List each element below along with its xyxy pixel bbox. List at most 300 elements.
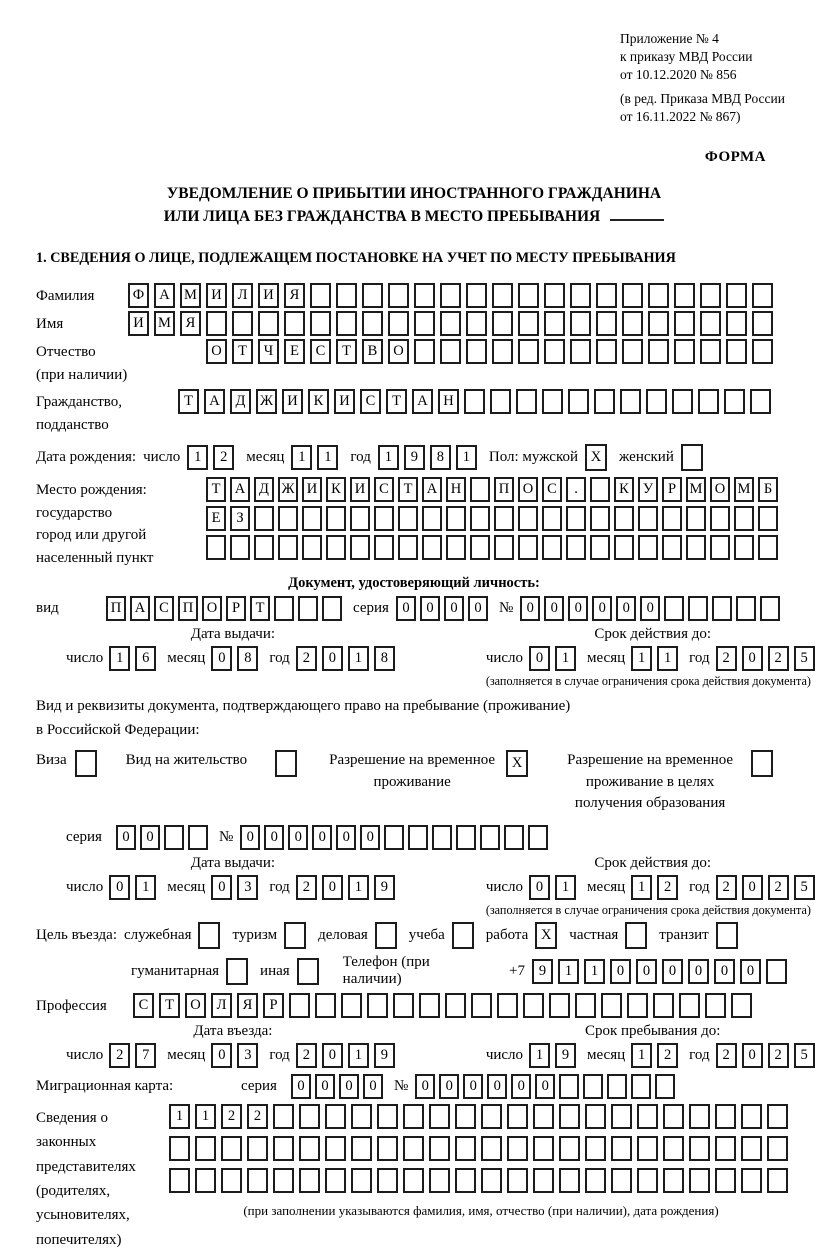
form-cell — [432, 825, 452, 850]
day-label: число — [66, 1047, 104, 1064]
form-cell — [516, 389, 537, 414]
purpose-other-checkbox — [297, 958, 324, 985]
form-cell — [490, 389, 511, 414]
form-cell — [688, 596, 708, 621]
form-cell: 0 — [662, 959, 683, 984]
form-cell: 0 — [420, 596, 440, 621]
form-cell — [429, 1136, 450, 1161]
form-cell — [299, 1136, 320, 1161]
representatives-cells-1 — [169, 1104, 793, 1129]
form-cell — [752, 339, 773, 364]
entry-date-heading: Дата въезда: — [193, 1023, 273, 1040]
valid-until-note: (заполняется в случае ограничения срока действия документа) — [485, 903, 811, 918]
form-cell: А — [422, 477, 442, 502]
form-cell — [734, 506, 754, 531]
form-cell — [716, 922, 738, 949]
sex-female-label: женский — [619, 449, 674, 466]
form-cell — [559, 1168, 580, 1193]
valid-until-note: (заполняется в случае ограничения срока действия документа) — [485, 674, 811, 689]
form-cell — [700, 283, 721, 308]
patronymic-label: Отчество (при наличии) — [36, 344, 128, 383]
form-cell — [533, 1136, 554, 1161]
form-cell — [533, 1168, 554, 1193]
form-cell: Ч — [258, 339, 279, 364]
form-cell — [274, 596, 294, 621]
form-cell — [715, 1104, 736, 1129]
appendix-line: к приказу МВД России — [620, 48, 753, 64]
form-cell — [544, 311, 565, 336]
form-cell — [566, 506, 586, 531]
day-label: число — [66, 650, 104, 667]
day-label: число — [485, 879, 524, 896]
stay-until-heading: Срок пребывания до: — [584, 1023, 721, 1040]
valid-until-heading: Срок действия до: — [594, 626, 712, 643]
day-label: число — [485, 650, 524, 667]
purpose-humanitarian-checkbox — [226, 958, 253, 985]
form-cell: 0 — [468, 596, 488, 621]
form-cell: 2 — [716, 646, 737, 671]
visa-label: Виза — [36, 751, 67, 768]
form-cell — [494, 506, 514, 531]
residence-permit-checkbox — [275, 750, 302, 777]
month-label: месяц — [587, 650, 626, 667]
appendix-block — [620, 30, 792, 168]
form-cell: 0 — [322, 875, 343, 900]
stay-until-block — [486, 1023, 820, 1068]
form-cell — [275, 750, 297, 777]
form-cell: И — [258, 283, 279, 308]
form-cell: 3 — [237, 875, 258, 900]
form-cell — [75, 750, 97, 777]
form-cell: X — [535, 922, 557, 949]
purpose-study-checkbox — [452, 922, 479, 949]
form-cell: А — [154, 283, 175, 308]
birth-place-cells-1 — [206, 477, 782, 502]
form-cell — [398, 535, 418, 560]
form-cell — [456, 825, 476, 850]
page-title — [36, 182, 792, 229]
form-cell: 3 — [237, 1043, 258, 1068]
form-cell — [452, 922, 474, 949]
residence-issue-year-cells — [296, 875, 400, 900]
form-cell — [350, 535, 370, 560]
form-cell: 1 — [169, 1104, 190, 1129]
patronymic-cells — [206, 339, 778, 364]
form-cell: О — [202, 596, 222, 621]
identity-issue-year-cells — [296, 646, 400, 671]
form-cell — [422, 506, 442, 531]
form-cell: 5 — [794, 646, 815, 671]
form-cell — [611, 1136, 632, 1161]
birth-place-cells-3 — [206, 535, 782, 560]
form-cell — [760, 596, 780, 621]
form-cell: 0 — [116, 825, 136, 850]
form-cell: О — [206, 339, 227, 364]
form-cell — [464, 389, 485, 414]
representatives-cells-3 — [169, 1168, 793, 1193]
form-cell — [299, 1168, 320, 1193]
form-cell — [440, 311, 461, 336]
form-cell — [367, 993, 388, 1018]
form-cell: 1 — [657, 646, 678, 671]
form-cell — [278, 535, 298, 560]
form-cell — [625, 922, 647, 949]
form-cell: П — [106, 596, 126, 621]
form-cell — [221, 1136, 242, 1161]
form-cell: Д — [254, 477, 274, 502]
form-cell — [299, 1104, 320, 1129]
form-cell: 1 — [584, 959, 605, 984]
form-cell: 0 — [211, 1043, 232, 1068]
form-cell — [419, 993, 440, 1018]
form-cell — [726, 311, 747, 336]
form-cell — [341, 993, 362, 1018]
form-cell: 1 — [348, 646, 369, 671]
form-cell: 0 — [592, 596, 612, 621]
form-cell: О — [388, 339, 409, 364]
form-cell — [533, 1104, 554, 1129]
form-cell — [568, 389, 589, 414]
form-cell — [689, 1136, 710, 1161]
form-cell: 0 — [636, 959, 657, 984]
residence-doc-intro: Вид и реквизиты документа, подтверждающего право на пребывание (проживание) в Российской Федерации: — [36, 698, 571, 738]
form-cell: 0 — [211, 646, 232, 671]
form-cell — [542, 535, 562, 560]
form-cell — [414, 311, 435, 336]
form-cell: X — [585, 444, 607, 471]
form-cell: 1 — [529, 1043, 550, 1068]
migration-card-row — [36, 1074, 792, 1099]
sex-female-checkbox — [681, 444, 708, 471]
form-cell — [518, 311, 539, 336]
edition-line: от 16.11.2022 № 867) — [620, 109, 741, 125]
form-cell: 0 — [529, 646, 550, 671]
temp-residence-checkbox — [506, 750, 533, 777]
form-cell: 6 — [135, 646, 156, 671]
title-line-2: ИЛИ ЛИЦА БЕЗ ГРАЖДАНСТВА В МЕСТО ПРЕБЫВАНИЯ — [36, 205, 792, 228]
form-cell: 1 — [558, 959, 579, 984]
form-cell: 0 — [322, 1043, 343, 1068]
form-cell — [403, 1136, 424, 1161]
title-line-1: УВЕДОМЛЕНИЕ О ПРИБЫТИИ ИНОСТРАННОГО ГРАЖДАНИНА — [166, 184, 662, 202]
form-cell — [585, 1168, 606, 1193]
form-cell — [679, 993, 700, 1018]
form-cell — [374, 506, 394, 531]
form-cell — [622, 339, 643, 364]
form-cell: 8 — [374, 646, 395, 671]
form-cell: 2 — [109, 1043, 130, 1068]
form-cell — [766, 959, 787, 984]
form-cell — [620, 389, 641, 414]
purpose-private-checkbox — [625, 922, 652, 949]
birth-year-cells — [378, 445, 482, 470]
year-label: год — [689, 879, 710, 896]
form-cell: 0 — [742, 646, 763, 671]
form-cell: Т — [159, 993, 180, 1018]
patronymic-row — [36, 339, 792, 386]
form-cell: Н — [438, 389, 459, 414]
form-cell — [298, 596, 318, 621]
residence-doc-dates — [36, 855, 811, 918]
form-cell — [480, 825, 500, 850]
form-cell — [674, 311, 695, 336]
form-cell — [466, 311, 487, 336]
form-cell: 0 — [616, 596, 636, 621]
form-cell — [455, 1104, 476, 1129]
stay-year-cells — [716, 1043, 820, 1068]
day-label: число — [143, 449, 181, 466]
form-cell — [590, 477, 610, 502]
form-cell — [351, 1104, 372, 1129]
representatives-note: (при заполнении указываются фамилия, имя, отчество (при наличии), дата рождения) — [243, 1203, 719, 1219]
form-cell — [481, 1136, 502, 1161]
form-cell — [570, 311, 591, 336]
form-cell — [455, 1168, 476, 1193]
form-cell: С — [374, 477, 394, 502]
form-cell: Р — [226, 596, 246, 621]
identity-issue-day-cells — [109, 646, 161, 671]
form-cell — [302, 506, 322, 531]
identity-valid-day-cells — [529, 646, 581, 671]
migration-card-series-cells — [291, 1074, 387, 1099]
entry-purpose-row-2 — [131, 954, 792, 988]
form-cell — [195, 1168, 216, 1193]
form-cell: 1 — [135, 875, 156, 900]
form-cell — [731, 993, 752, 1018]
form-cell: 0 — [360, 825, 380, 850]
form-cell: О — [710, 477, 730, 502]
form-cell — [164, 825, 184, 850]
residence-valid-month-cells — [631, 875, 683, 900]
form-cell — [273, 1104, 294, 1129]
number-label: № — [498, 600, 514, 617]
issue-date-heading: Дата выдачи: — [190, 855, 276, 872]
representatives-row — [36, 1104, 792, 1252]
form-cell: 9 — [374, 1043, 395, 1068]
form-cell: Н — [446, 477, 466, 502]
form-cell — [374, 535, 394, 560]
form-cell: 9 — [374, 875, 395, 900]
form-cell — [638, 535, 658, 560]
year-label: год — [689, 650, 710, 667]
form-cell: 1 — [631, 875, 652, 900]
form-cell — [590, 535, 610, 560]
year-label: год — [269, 1047, 290, 1064]
form-cell — [481, 1104, 502, 1129]
form-cell: 2 — [221, 1104, 242, 1129]
form-cell: Т — [178, 389, 199, 414]
form-cell — [627, 993, 648, 1018]
form-cell: М — [686, 477, 706, 502]
form-cell: И — [282, 389, 303, 414]
entry-date-block — [66, 1023, 400, 1068]
form-cell: З — [230, 506, 250, 531]
form-cell: 0 — [109, 875, 130, 900]
form-cell — [631, 1074, 651, 1099]
form-cell — [226, 958, 248, 985]
form-cell: 2 — [296, 875, 317, 900]
form-cell: 0 — [740, 959, 761, 984]
birth-place-cells-2 — [206, 506, 782, 531]
surname-row — [36, 283, 792, 308]
entry-purpose-row — [36, 922, 792, 949]
profession-row — [36, 993, 792, 1018]
form-cell: Е — [206, 506, 226, 531]
form-cell — [336, 311, 357, 336]
entry-dates — [36, 1023, 808, 1068]
form-cell — [544, 283, 565, 308]
form-cell — [494, 535, 514, 560]
phone-prefix: +7 — [509, 962, 525, 979]
purpose-humanitarian-label: гуманитарная — [131, 962, 220, 979]
form-cell — [715, 1168, 736, 1193]
month-label: месяц — [167, 650, 206, 667]
form-cell — [232, 311, 253, 336]
form-cell — [284, 311, 305, 336]
birth-day-cells — [187, 445, 239, 470]
series-label: серия — [66, 829, 102, 846]
form-cell — [566, 535, 586, 560]
purpose-work-label: работа — [485, 927, 529, 944]
form-cell — [570, 283, 591, 308]
form-cell: 0 — [714, 959, 735, 984]
form-cell: 9 — [404, 445, 425, 470]
number-label: № — [218, 829, 234, 846]
form-cell — [297, 958, 319, 985]
citizenship-cells — [178, 389, 776, 414]
form-cell: 1 — [348, 875, 369, 900]
month-label: месяц — [167, 1047, 206, 1064]
form-cell — [549, 993, 570, 1018]
form-cell — [575, 993, 596, 1018]
representatives-cells-2 — [169, 1136, 793, 1161]
purpose-tourism-checkbox — [284, 922, 311, 949]
year-label: год — [350, 449, 371, 466]
form-cell — [230, 535, 250, 560]
form-cell — [648, 339, 669, 364]
form-cell: Я — [180, 311, 201, 336]
form-cell — [705, 993, 726, 1018]
form-cell — [507, 1104, 528, 1129]
form-cell: В — [362, 339, 383, 364]
form-cell: И — [302, 477, 322, 502]
birth-place-grids — [206, 477, 782, 564]
form-cell — [254, 535, 274, 560]
form-cell — [614, 535, 634, 560]
form-cell: 1 — [456, 445, 477, 470]
form-cell — [440, 339, 461, 364]
form-cell — [741, 1168, 762, 1193]
entry-purpose-label: Цель въезда: — [36, 927, 117, 944]
purpose-private-label: частная — [569, 927, 619, 944]
phone-cells — [532, 959, 792, 984]
identity-issue-block — [66, 626, 400, 689]
form-cell: Т — [336, 339, 357, 364]
form-cell: Р — [662, 477, 682, 502]
form-cell: Л — [211, 993, 232, 1018]
form-cell: П — [494, 477, 514, 502]
form-cell — [315, 993, 336, 1018]
form-cell — [518, 506, 538, 531]
migration-card-number-cells — [415, 1074, 679, 1099]
form-cell: 1 — [109, 646, 130, 671]
form-cell — [278, 506, 298, 531]
form-cell — [542, 506, 562, 531]
form-cell: С — [360, 389, 381, 414]
form-cell: Т — [206, 477, 226, 502]
form-cell — [351, 1136, 372, 1161]
form-cell — [445, 993, 466, 1018]
appendix-line: от 10.12.2020 № 856 — [620, 66, 737, 82]
form-cell — [284, 922, 306, 949]
residence-valid-year-cells — [716, 875, 820, 900]
form-cell: Ж — [278, 477, 298, 502]
form-cell — [601, 993, 622, 1018]
form-cell: 8 — [237, 646, 258, 671]
form-cell — [446, 506, 466, 531]
form-cell — [258, 311, 279, 336]
form-cell: Б — [758, 477, 778, 502]
form-cell: 0 — [529, 875, 550, 900]
form-cell: . — [566, 477, 586, 502]
birth-month-cells — [291, 445, 343, 470]
residence-issue-month-cells — [211, 875, 263, 900]
form-cell — [596, 283, 617, 308]
form-cell — [198, 922, 220, 949]
form-cell — [310, 283, 331, 308]
form-cell: 0 — [511, 1074, 531, 1099]
form-cell: 0 — [444, 596, 464, 621]
form-cell — [596, 339, 617, 364]
form-cell — [637, 1136, 658, 1161]
form-cell — [662, 535, 682, 560]
form-cell — [736, 596, 756, 621]
purpose-official-label: служебная — [123, 927, 192, 944]
form-cell: 1 — [317, 445, 338, 470]
residence-doc-number-cells — [240, 825, 552, 850]
form-cell: С — [542, 477, 562, 502]
form-cell: 0 — [487, 1074, 507, 1099]
profession-label: Профессия — [36, 998, 107, 1015]
form-cell: 5 — [794, 875, 815, 900]
form-cell: 2 — [247, 1104, 268, 1129]
form-cell: 0 — [535, 1074, 555, 1099]
form-cell — [767, 1136, 788, 1161]
form-cell — [403, 1168, 424, 1193]
form-cell: А — [130, 596, 150, 621]
form-cell: 0 — [140, 825, 160, 850]
form-cell — [741, 1104, 762, 1129]
form-cell — [750, 389, 771, 414]
form-cell — [470, 506, 490, 531]
form-cell — [322, 596, 342, 621]
form-cell — [686, 506, 706, 531]
identity-doc-dates — [36, 626, 811, 689]
form-cell — [247, 1168, 268, 1193]
form-cell — [724, 389, 745, 414]
form-cell: К — [326, 477, 346, 502]
form-cell: 2 — [296, 1043, 317, 1068]
valid-until-heading: Срок действия до: — [594, 855, 712, 872]
form-cell — [188, 825, 208, 850]
form-cell — [470, 477, 490, 502]
form-cell: А — [204, 389, 225, 414]
form-cell — [741, 1136, 762, 1161]
identity-doc-type-cells — [106, 596, 346, 621]
residence-doc-series-cells — [116, 825, 212, 850]
form-cell: 9 — [555, 1043, 576, 1068]
form-cell: Е — [284, 339, 305, 364]
